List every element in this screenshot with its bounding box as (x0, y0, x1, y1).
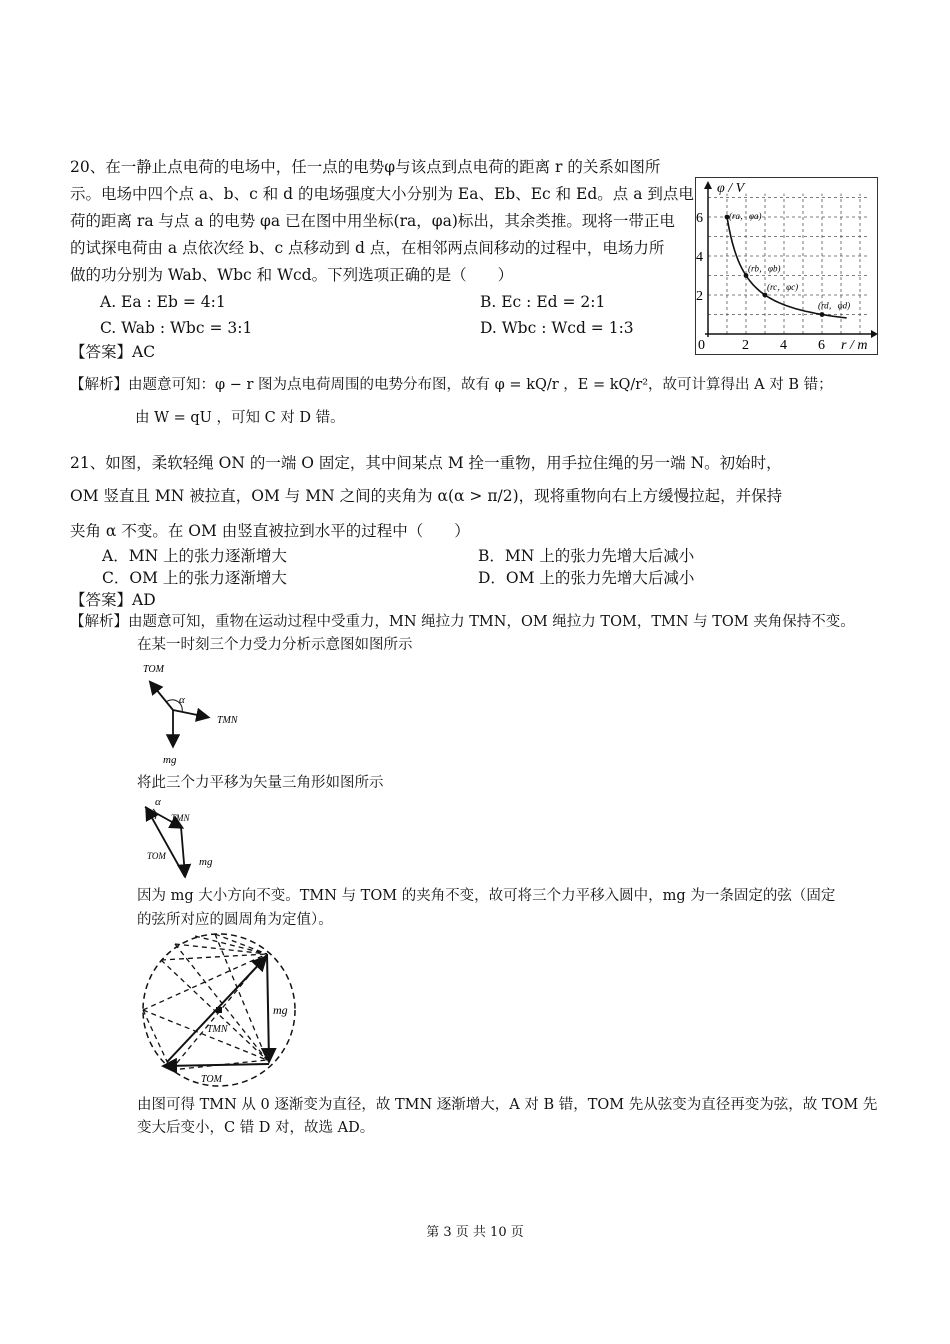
q20-line-4: 的试探电荷由 a 点依次经 b、c 点移动到 d 点，在相邻两点间移动的过程中，电场力所 (70, 239, 665, 257)
mg-label: mg (163, 754, 177, 766)
x-tick-label: 6 (818, 338, 825, 353)
t-mn-label: TMN (171, 813, 190, 823)
t-om-label: TOM (143, 664, 164, 675)
q21-analysis-4: 因为 mg 大小方向不变。TMN 与 TOM 的夹角不变，故可将三个力平移入圆中，mg 为一条固定的弦（固定 (137, 888, 836, 904)
q20-option-a: A. Ea : Eb = 4:1 (100, 293, 226, 311)
t-om-label: TOM (147, 851, 166, 861)
point-label-c: (rc，φc) (767, 282, 799, 292)
q20-line-5: 做的功分别为 Wab、Wbc 和 Wcd。下列选项正确的是（ ） (70, 266, 514, 284)
q21-analysis-3: 将此三个力平移为矢量三角形如图所示 (137, 775, 384, 791)
point-label-a: (ra，φa) (729, 211, 762, 221)
y-tick-label: 6 (696, 211, 703, 226)
q20-line-3: 荷的距离 ra 与点 a 的电势 φa 已在图中用坐标(ra，φa)标出，其余类推。现将一带正电 (70, 212, 675, 230)
alpha-label: α (155, 796, 161, 808)
force-diagram (135, 655, 255, 770)
vector-triangle (135, 795, 235, 885)
q21-line-1: 21、如图，柔软轻绳 ON 的一端 O 固定，其中间某点 M 拴一重物，用手拉住绳的另一端 N。初始时， (70, 454, 782, 472)
x-tick-label: 0 (698, 338, 705, 353)
q21-option-d: D．OM 上的张力先增大后减小 (478, 569, 695, 587)
page-footer: 第 3 页 共 10 页 (426, 1225, 524, 1240)
t-om-label: TOM (201, 1074, 222, 1085)
t-mn-label: TMN (207, 1024, 228, 1035)
chord-lines (143, 934, 267, 1070)
q21-line-3: 夹角 α 不变。在 OM 由竖直被拉到水平的过程中（ ） (70, 522, 470, 540)
circle-diagram (135, 932, 305, 1092)
y-axis-label: φ / V (717, 181, 745, 196)
mg-chord (267, 954, 269, 1060)
q21-answer: 【答案】AD (70, 591, 156, 609)
alpha-label: α (179, 694, 185, 706)
center-point (216, 1007, 222, 1013)
mg-vector (181, 827, 185, 875)
q21-option-a: A．MN 上的张力逐渐增大 (102, 547, 288, 565)
t-om-vector (151, 683, 173, 710)
q20-answer: 【答案】AC (70, 343, 156, 361)
q21-line-2: OM 竖直且 MN 被拉直，OM 与 MN 之间的夹角为 α(α > π/2)，现将重物向右上方缓慢拉起，并保持 (70, 487, 783, 505)
q20-line-1: 20、在一静止点电荷的电场中，任一点的电势φ与该点到点电荷的距离 r 的关系如图所 (70, 158, 661, 176)
q21-analysis-1: 【解析】由题意可知，重物在运动过程中受重力，MN 绳拉力 TMN，OM 绳拉力 TOM，TMN 与 TOM 夹角保持不变。 (70, 614, 855, 630)
y-tick-label: 4 (696, 250, 703, 265)
data-point-b (744, 273, 749, 278)
x-tick-label: 4 (780, 338, 787, 353)
q20-option-b: B. Ec : Ed = 2:1 (480, 293, 606, 311)
t-om-chord (165, 1064, 269, 1066)
q21-analysis-5: 的弦所对应的圆周角为定值）。 (137, 912, 333, 928)
q21-analysis-6: 由图可得 TMN 从 0 逐渐变为直径，故 TMN 逐渐增大，A 对 B 错，TOM 先从弦变为直径再变为弦，故 TOM 先 (137, 1097, 878, 1113)
alpha-arc (153, 809, 156, 819)
q21-analysis-7: 变大后变小，C 错 D 对，故选 AD。 (137, 1120, 375, 1136)
point-label-b: (rb，φb) (748, 263, 781, 274)
t-mn-vector (173, 710, 207, 717)
t-mn-label: TMN (217, 715, 238, 726)
q21-option-c: C．OM 上的张力逐渐增大 (102, 569, 287, 587)
q20-analysis-1: 【解析】由题意可知：φ − r 图为点电荷周围的电势分布图，故有 φ = kQ/r ，E = kQ/r²，故可计算得出 A 对 B 错； (70, 377, 833, 393)
phi-r-graph (695, 177, 878, 355)
q21-option-b: B．MN 上的张力先增大后减小 (478, 547, 695, 565)
mg-label: mg (199, 856, 213, 868)
q20-option-c: C. Wab : Wbc = 3:1 (100, 319, 253, 337)
q20-analysis-2: 由 W = qU ，可知 C 对 D 错。 (135, 410, 345, 426)
q21-analysis-2: 在某一时刻三个力受力分析示意图如图所示 (137, 637, 413, 653)
data-point-d (820, 312, 825, 317)
data-point-c (763, 293, 768, 298)
q20-line-2: 示。电场中四个点 a、b、c 和 d 的电场强度大小分别为 Ea、Eb、Ec 和 Ed。点 a 到点电 (70, 185, 694, 203)
x-axis-label: r / m (841, 338, 868, 353)
q20-option-d: D. Wbc : Wcd = 1:3 (480, 319, 634, 337)
mg-label: mg (273, 1003, 288, 1017)
y-tick-label: 2 (696, 289, 703, 304)
point-label-d: (rd，φd) (818, 300, 851, 311)
x-tick-label: 2 (742, 338, 749, 353)
